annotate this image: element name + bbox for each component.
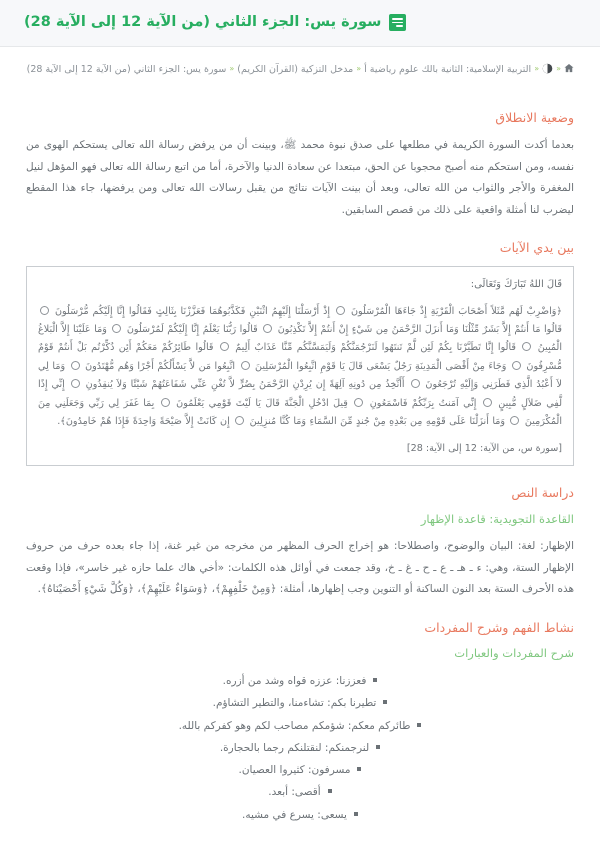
- verse-segment: قَالُوا مَا أَنتُمْ إِلاَّ بَشَرٌ مِّثْلُنَا وَمَا أَنزَلَ الرَّحْمَنُ مِن شَيْءٍ إِنْ أَنتُمْ إِلاَّ تَكْذِبُونَ: [274, 324, 563, 336]
- ayah-marker-icon: [512, 361, 521, 370]
- list-item-label: طائركم معكم: شؤمكم مصاحب لكم وهو كفركم بالله.: [178, 719, 411, 732]
- ayah-marker-icon: [112, 324, 121, 333]
- verse-segment: وَمَا لِي لاَ أَعْبُدُ الَّذِي فَطَرَنِي وَإِلَيْهِ تُرْجَعُونَ: [38, 360, 563, 391]
- bullet-square-icon: [328, 789, 332, 793]
- verse-segment: بِمَا غَفَرَ لِي رَبِّي وَجَعَلَنِي مِنَ الْمُكْرَمِينَ: [38, 397, 562, 428]
- list-item: [26, 781, 574, 803]
- ayah-marker-icon: [241, 361, 250, 370]
- page-title: سورة يس: الجزء الثاني (من الآية 12 إلى الآية 28): [24, 14, 382, 31]
- verse-segment: قَالُوا طَائِرُكُمْ مَعَكُمْ أَئِن ذُكِّرْتُم بَلْ أَنتُمْ قَوْمٌ مُّسْرِفُونَ: [38, 342, 562, 372]
- verse-segment: قَالُوا إِنَّا تَطَيَّرْنَا بِكُمْ لَئِن لَّمْ تَنتَهُوا لَنَرْجُمَنَّكُمْ وَلَيَمَسَّنَّكُم مِّنَّا عَذَابٌ أَلِيمٌ: [230, 342, 516, 354]
- list-item: [26, 692, 574, 714]
- ayah-marker-icon: [71, 379, 80, 388]
- verse-segment: وَجَاءَ مِنْ أَقْصَى الْمَدِينَةِ رَجُلٌ يَسْعَى قَالَ يَا قَوْمِ اتَّبِعُوا الْمُرْسَلِينَ: [251, 360, 507, 372]
- verse-reference: [سورة س، من الآية: 12 إلى الآية: 28]: [406, 443, 562, 455]
- ayah-marker-icon: [40, 306, 49, 315]
- home-icon[interactable]: [564, 63, 574, 73]
- verse-segment: إِن كَانَتْ إِلاَّ صَيْحَةً وَاحِدَةً فَإِذَا هُمْ خَامِدُونَ﴾.: [57, 416, 230, 428]
- sub-title-tajweed-rule: القاعدة التجويدية: قاعدة الإظهار: [420, 511, 574, 526]
- bullet-square-icon: [383, 700, 387, 704]
- ayah-marker-icon: [510, 416, 519, 425]
- verse-segment: اتَّبِعُوا مَن لاَّ يَسْأَلُكُمْ أَجْرًا وَهُم مُّهْتَدُونَ: [81, 360, 236, 372]
- bullet-square-icon: [376, 745, 380, 749]
- list-item: [26, 737, 574, 759]
- breadcrumb-separator: «: [534, 64, 540, 74]
- verse-box: [26, 266, 574, 467]
- verse-segment: ﴿وَاضْرِبْ لَهُم مَّثَلاً أَصْحَابَ الْقَرْيَةِ إِذْ جَاءَهَا الْمُرْسَلُونَ: [347, 305, 562, 317]
- bullet-square-icon: [373, 678, 377, 682]
- list-item-label: تطيرنا بكم: تشاءمنا، والتطير التشاؤم.: [212, 697, 377, 710]
- verse-segment: إِنِّي آمَنتُ بِرَبِّكُمْ فَاسْمَعُونِ: [365, 397, 477, 409]
- list-item-label: لنرجمنكم: لنقتلنكم رجما بالحجارة.: [219, 741, 370, 754]
- bullet-square-icon: [417, 723, 421, 727]
- ayah-marker-icon: [354, 398, 363, 407]
- section-title-intro: وضعية الانطلاق: [495, 109, 574, 125]
- verse-segment: وَمَا عَلَيْنَا إِلاَّ الْبَلاغُ الْمُبِينُ: [38, 324, 562, 354]
- moon-icon[interactable]: [542, 63, 553, 74]
- verse-intro: قَالَ اللهُ تَبَارَكَ وَتَعَالَى:: [470, 278, 562, 290]
- ayah-marker-icon: [220, 342, 229, 351]
- verse-segment: إِذْ أَرْسَلْنَا إِلَيْهِمُ اثْنَيْنِ فَكَذَّبُوهُمَا فَعَزَّزْنَا بِثَالِثٍ فَقَالُوا إِنَّا إِلَيْكُم مُّرْسَلُونَ: [51, 305, 331, 317]
- list-item: [26, 715, 574, 737]
- bullet-square-icon: [354, 812, 358, 816]
- breadcrumb-item-unit[interactable]: مدخل التزكية (القرآن الكريم): [237, 64, 354, 75]
- sub-title-vocabulary: شرح المفردات والعبارات: [454, 646, 574, 661]
- document-lines-icon: [389, 14, 406, 31]
- verse-segment: قِيلَ ادْخُلِ الْجَنَّةَ قَالَ يَا لَيْتَ قَوْمِي يَعْلَمُونَ: [171, 397, 348, 409]
- ayah-marker-icon: [336, 306, 345, 315]
- ayah-marker-icon: [411, 379, 420, 388]
- intro-paragraph: بعدما أكدت السورة الكريمة في مطلعها على صدق نبوة محمد ﷺ، وبينت أن من يرفض رسالة الله تعالى يستحكم الهوى من نفسه، ومن استحكم منه أصبح محجوبا عن الحق، مبتعدا عن سعادة الدنيا والآخرة، أما من اتبع رسالة الله تعالى فهو المؤهل لنيل المغفرة والأجر والثواب من الله تعالى، وبعد أن بينت الآيات نتائج من يقبل رسالات الله تعالى ومن يرفضها، جاء هذا المقطع ليضرب لنا أمثلة واقعية على ذلك من قصص السابقين.: [26, 139, 574, 216]
- list-item: [26, 759, 574, 781]
- main-content: [0, 89, 600, 854]
- section-title-verses: بين يدي الآيات: [499, 240, 574, 256]
- list-item: [26, 804, 574, 826]
- ayah-marker-icon: [235, 416, 244, 425]
- verse-segment: وَمَا أَنزَلْنَا عَلَى قَوْمِهِ مِن بَعْدِهِ مِنْ جُندٍ مِّنَ السَّمَاءِ وَمَا كُنَّا مُنزِلِينَ: [246, 416, 506, 428]
- page-header: [0, 0, 600, 47]
- bullet-square-icon: [357, 767, 361, 771]
- vocabulary-list: [26, 670, 574, 826]
- ayah-marker-icon: [71, 361, 80, 370]
- ayah-marker-icon: [483, 398, 492, 407]
- verse-text: [38, 303, 562, 432]
- ayah-marker-icon: [161, 398, 170, 407]
- verse-segment: إِنِّي إِذًا لَّفِي ضَلاَلٍ مُّبِينٍ: [38, 379, 562, 409]
- list-item-label: مسرفون: كثيروا العصيان.: [238, 764, 351, 777]
- section-title-study: دراسة النص: [511, 485, 574, 501]
- list-item-label: أقصى: أبعد.: [268, 786, 321, 799]
- study-paragraph: الإظهار: لغة: البيان والوضوح، واصطلاحا: هو إخراج الحرف المظهر من مخرجه من غير غنة، إذا جاء بعده حرف من حروف الإظهار الستة، وهي: ء ـ هـ ـ ع ـ ح ـ غ ـ خ، وقد جمعت في أوائل هذه الكلمات: «أخي هاك علما حازه غير خاسر»، فإذا وقعت هذه الأحرف الستة بعد النون الساكنة أو التنوين وجب إظهارها، أمثلة: ﴿وَمِنْ خَلْفِهِمْ﴾، ﴿وَسَوَاءٌ عَلَيْهِمْ﴾، ﴿وَكُلَّ شَيْءٍ أَحْصَيْنَاهُ﴾.: [26, 540, 574, 596]
- breadcrumb-item-current: سورة يس: الجزء الثاني (من الآية 12 إلى الآية 28): [26, 64, 227, 75]
- section-title-vocabulary: نشاط الفهم وشرح المفردات: [424, 619, 574, 635]
- breadcrumb-separator: «: [356, 64, 362, 74]
- breadcrumb-item-subject[interactable]: التربية الإسلامية: الثانية بالك علوم رياضية أ: [364, 64, 532, 75]
- list-item-label: يسعى: يسرع في مشيه.: [242, 808, 347, 821]
- ayah-marker-icon: [263, 324, 272, 333]
- breadcrumb: [0, 47, 600, 89]
- list-item-label: فعززنا: عززه قواه وشد من أزره.: [222, 675, 367, 688]
- ayah-marker-icon: [522, 342, 531, 351]
- verse-segment: أَأَتَّخِذُ مِن دُونِهِ آلِهَةً إِن يُرِدْنِ الرَّحْمَنُ بِضُرٍّ لاَّ تُغْنِ عَنِّي شَفَاعَتُهُمْ شَيْئًا وَلاَ يُنقِذُونِ: [81, 379, 405, 391]
- verse-segment: قَالُوا رَبُّنَا يَعْلَمُ إِنَّا إِلَيْكُمْ لَمُرْسَلُونَ: [123, 324, 258, 336]
- breadcrumb-separator: «: [556, 64, 561, 74]
- breadcrumb-separator: «: [229, 64, 235, 74]
- list-item: [26, 670, 574, 692]
- header-title-wrap: [24, 13, 576, 32]
